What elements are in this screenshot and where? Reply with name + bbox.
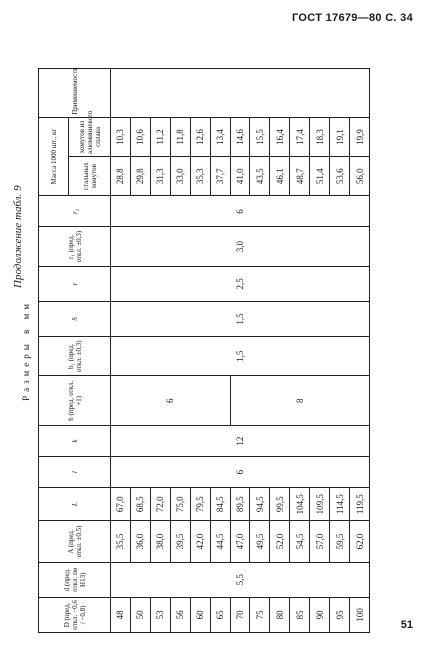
cell-A: 35,5 <box>111 521 131 562</box>
cell-D: 70 <box>230 597 250 632</box>
cell-A: 47,0 <box>230 521 250 562</box>
cell-A: 39,5 <box>170 521 190 562</box>
cell-S-merged: 1,5 <box>111 301 370 336</box>
cell-L: 84,5 <box>210 488 230 521</box>
cell-r1-merged: 3,0 <box>111 227 370 266</box>
cell-mass-alloy: 10,6 <box>130 117 150 156</box>
cell-h-top: 6 <box>111 376 231 426</box>
cell-L: 109,5 <box>310 488 330 521</box>
cell-D: 56 <box>170 597 190 632</box>
page-header: ГОСТ 17679—80 С. 34 <box>292 12 413 24</box>
col-r2: r₂ <box>39 196 111 227</box>
rotated-content <box>12 67 370 633</box>
cell-A: 38,0 <box>150 521 170 562</box>
cell-D: 48 <box>111 597 131 632</box>
cell-mass-alloy: 16,4 <box>270 117 290 156</box>
cell-A: 59,5 <box>330 521 350 562</box>
cell-D: 60 <box>190 597 210 632</box>
cell-D: 90 <box>310 597 330 632</box>
cell-mass-alloy: 18,3 <box>310 117 330 156</box>
col-D: D (пред. откл. −0,6 / −0,8) <box>39 597 111 632</box>
cell-A: 42,0 <box>190 521 210 562</box>
cell-mass-alloy: 17,4 <box>290 117 310 156</box>
col-mass-alloy: хомутов из алюминиевого сплава <box>69 117 111 156</box>
cell-mass-steel: 41,0 <box>230 157 250 196</box>
cell-mass-alloy: 11,2 <box>150 117 170 156</box>
cell-application <box>111 69 370 118</box>
cell-k-merged: 12 <box>111 426 370 457</box>
cell-L: 104,5 <box>290 488 310 521</box>
cell-L: 68,5 <box>130 488 150 521</box>
cell-mass-alloy: 12,6 <box>190 117 210 156</box>
col-d: d (пред. откл. по Н13) <box>39 562 111 597</box>
cell-A: 52,0 <box>270 521 290 562</box>
cell-mass-steel: 51,4 <box>310 157 330 196</box>
cell-h-bottom: 8 <box>230 376 369 426</box>
col-mass: Масса 1000 шт., кг <box>39 117 69 196</box>
cell-mass-steel: 56,0 <box>350 157 370 196</box>
cell-A: 62,0 <box>350 521 370 562</box>
cell-L: 94,5 <box>250 488 270 521</box>
cell-L: 99,5 <box>270 488 290 521</box>
cell-A: 49,5 <box>250 521 270 562</box>
col-r1: r₁ (пред. откл. ±0,3) <box>39 227 111 266</box>
page-number: 51 <box>400 619 413 631</box>
cell-D: 95 <box>330 597 350 632</box>
cell-mass-alloy: 19,9 <box>350 117 370 156</box>
cell-mass-alloy: 11,8 <box>170 117 190 156</box>
cell-L: 75,0 <box>170 488 190 521</box>
cell-L: 89,5 <box>230 488 250 521</box>
col-h: h (пред. откл. +1) <box>39 376 111 426</box>
cell-A: 57,0 <box>310 521 330 562</box>
cell-mass-steel: 48,7 <box>290 157 310 196</box>
cell-mass-steel: 46,1 <box>270 157 290 196</box>
cell-mass-alloy: 10,3 <box>111 117 131 156</box>
col-L: L <box>39 488 111 521</box>
cell-L: 119,5 <box>350 488 370 521</box>
cell-L: 79,5 <box>190 488 210 521</box>
cell-D: 50 <box>130 597 150 632</box>
cell-mass-steel: 33,0 <box>170 157 190 196</box>
cell-L: 67,0 <box>111 488 131 521</box>
cell-D: 100 <box>350 597 370 632</box>
col-A: A (пред. откл. ±0,5) <box>39 521 111 562</box>
cell-D: 53 <box>150 597 170 632</box>
cell-r2-merged: 6 <box>111 196 370 227</box>
cell-A: 36,0 <box>130 521 150 562</box>
cell-D: 80 <box>270 597 290 632</box>
cell-l-merged: 6 <box>111 457 370 488</box>
sizes-title: Размеры в мм <box>21 300 31 401</box>
cell-mass-steel: 37,7 <box>210 157 230 196</box>
cell-b1-merged: 1,5 <box>111 337 370 376</box>
cell-d-merged: 5,5 <box>111 562 370 597</box>
col-k: k <box>39 426 111 457</box>
cell-L: 114,5 <box>330 488 350 521</box>
cell-mass-steel: 28,8 <box>111 157 131 196</box>
cell-mass-alloy: 13,4 <box>210 117 230 156</box>
cell-r-merged: 2,5 <box>111 266 370 301</box>
cell-A: 54,5 <box>290 521 310 562</box>
cell-mass-alloy: 19,1 <box>330 117 350 156</box>
col-application: Применяемость <box>39 69 111 118</box>
col-S: S <box>39 301 111 336</box>
col-b1: b₁ (пред. откл. ±0,3) <box>39 337 111 376</box>
col-l: l <box>39 457 111 488</box>
cell-mass-steel: 43,5 <box>250 157 270 196</box>
cell-D: 65 <box>210 597 230 632</box>
cell-mass-steel: 29,8 <box>130 157 150 196</box>
dimensions-table <box>38 68 370 633</box>
cell-A: 44,5 <box>210 521 230 562</box>
col-mass-steel: стальных хомутов <box>69 157 111 196</box>
cell-mass-steel: 53,6 <box>330 157 350 196</box>
cell-mass-alloy: 15,5 <box>250 117 270 156</box>
cell-D: 85 <box>290 597 310 632</box>
col-r: r <box>39 266 111 301</box>
rotated-table-area <box>12 67 370 633</box>
cell-L: 72,0 <box>150 488 170 521</box>
cell-mass-steel: 31,3 <box>150 157 170 196</box>
cell-D: 75 <box>250 597 270 632</box>
table-caption: Продолжение табл. 9 <box>12 185 24 288</box>
cell-mass-steel: 35,3 <box>190 157 210 196</box>
cell-mass-alloy: 14,6 <box>230 117 250 156</box>
